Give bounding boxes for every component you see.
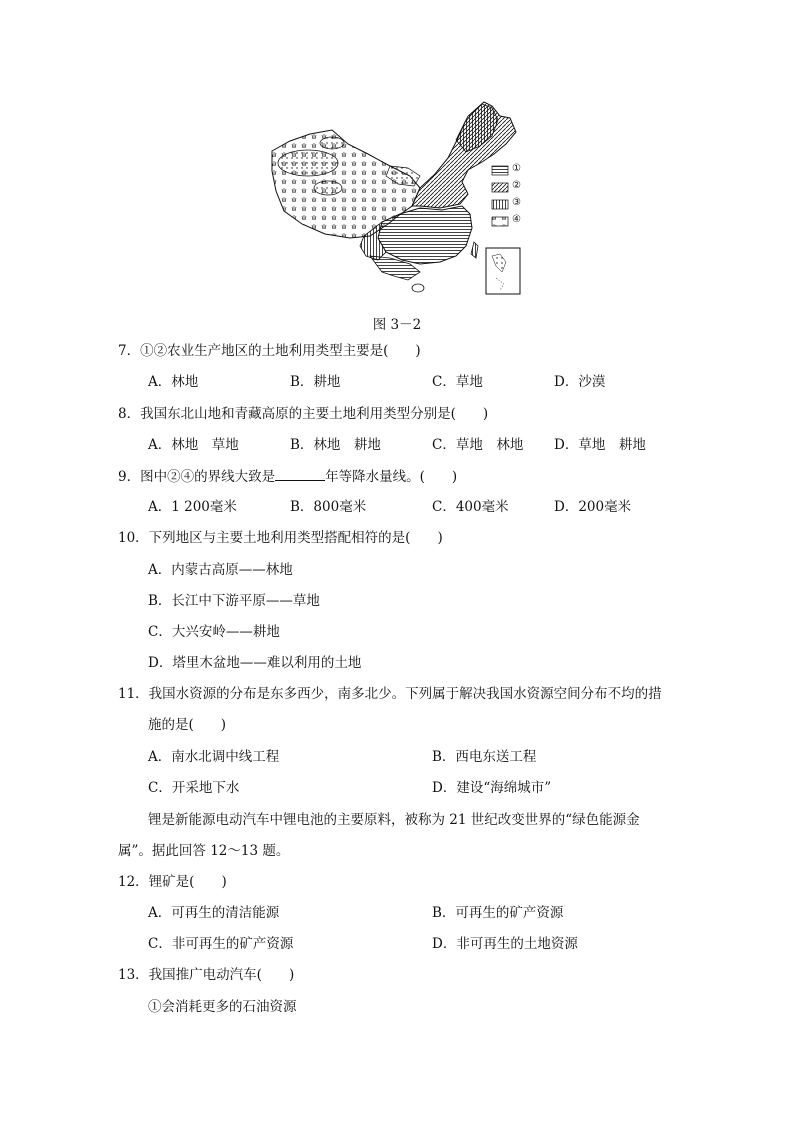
q7-option-c[interactable]: C．草地: [432, 374, 483, 390]
q12-option-c[interactable]: C．非可再生的矿产资源: [148, 936, 294, 952]
map-desert-junggar: [320, 137, 344, 149]
q9-option-d[interactable]: D．200毫米: [554, 499, 632, 515]
q11-option-b[interactable]: B．西电东送工程: [432, 749, 537, 765]
map-inset-south-sea: [486, 248, 520, 294]
q13-item-1: ①会消耗更多的石油资源: [148, 999, 297, 1015]
q10-option-d[interactable]: D．塔里木盆地——难以利用的土地: [148, 655, 362, 671]
q9-stem-after: 年等降水量线。( ): [325, 469, 458, 485]
q9-option-a[interactable]: A．1 200毫米: [148, 499, 237, 515]
map-taiwan: [471, 242, 478, 258]
q12-option-a[interactable]: A．可再生的清洁能源: [148, 905, 280, 921]
q9-stem-before: 9．图中②④的界线大致是: [118, 469, 276, 485]
q11-option-c[interactable]: C．开采地下水: [148, 780, 240, 796]
q7-option-d[interactable]: D．沙漠: [554, 374, 606, 390]
q11-option-a[interactable]: A．南水北调中线工程: [148, 749, 280, 765]
legend-label-1: ①: [512, 163, 521, 174]
question-10-stem: 10．下列地区与主要土地利用类型搭配相符的是( ): [118, 530, 443, 546]
question-11-stem-line2: 施的是( ): [148, 717, 227, 733]
q8-option-d[interactable]: D．草地 耕地: [554, 437, 646, 453]
q9-option-c[interactable]: C．400毫米: [432, 499, 509, 515]
map-hainan: [412, 284, 424, 292]
figure-caption: 图 3－2: [372, 317, 422, 333]
map-desert-tarim: [278, 150, 338, 176]
question-13-stem: 13．我国推广电动汽车( ): [118, 967, 295, 983]
q7-option-b[interactable]: B．耕地: [290, 374, 341, 390]
question-12-stem: 12．锂矿是( ): [118, 874, 227, 890]
q9-option-b[interactable]: B．800毫米: [290, 499, 367, 515]
china-land-use-map: [270, 96, 530, 301]
legend-label-3: ③: [512, 197, 521, 208]
q8-option-c[interactable]: C．草地 林地: [432, 437, 524, 453]
q10-option-c[interactable]: C．大兴安岭——耕地: [148, 624, 280, 640]
q8-option-a[interactable]: A．林地 草地: [148, 437, 239, 453]
legend-label-4: ④: [512, 214, 521, 225]
legend-label-2: ②: [512, 180, 521, 191]
passage-line-1: 锂是新能源电动汽车中锂电池的主要原料，被称为 21 世纪改变世界的“绿色能源金: [148, 812, 640, 828]
q12-option-b[interactable]: B．可再生的矿产资源: [432, 905, 564, 921]
question-9-stem: [118, 466, 457, 487]
q7-option-a[interactable]: A．林地: [148, 374, 199, 390]
q10-option-a[interactable]: A．内蒙古高原——林地: [148, 562, 293, 578]
map-desert-qaidam: [314, 181, 342, 195]
question-7-stem: 7．①②农业生产地区的土地利用类型主要是( ): [118, 343, 421, 359]
passage-line-2: 属”。据此回答 12～13 题。: [118, 843, 290, 859]
question-8-stem: 8．我国东北山地和青藏高原的主要土地利用类型分别是( ): [118, 406, 489, 422]
q12-option-d[interactable]: D．非可再生的土地资源: [432, 936, 578, 952]
map-legend: [492, 166, 508, 226]
q11-option-d[interactable]: D．建设“海绵城市”: [432, 780, 552, 796]
question-11-stem-line1: 11．我国水资源的分布是东多西少，南多北少。下列属于解决我国水资源空间分布不均的措: [118, 686, 662, 702]
q8-option-b[interactable]: B．林地 耕地: [290, 437, 381, 453]
q10-option-b[interactable]: B．长江中下游平原——草地: [148, 593, 320, 609]
q9-fill-blank: [275, 466, 325, 481]
